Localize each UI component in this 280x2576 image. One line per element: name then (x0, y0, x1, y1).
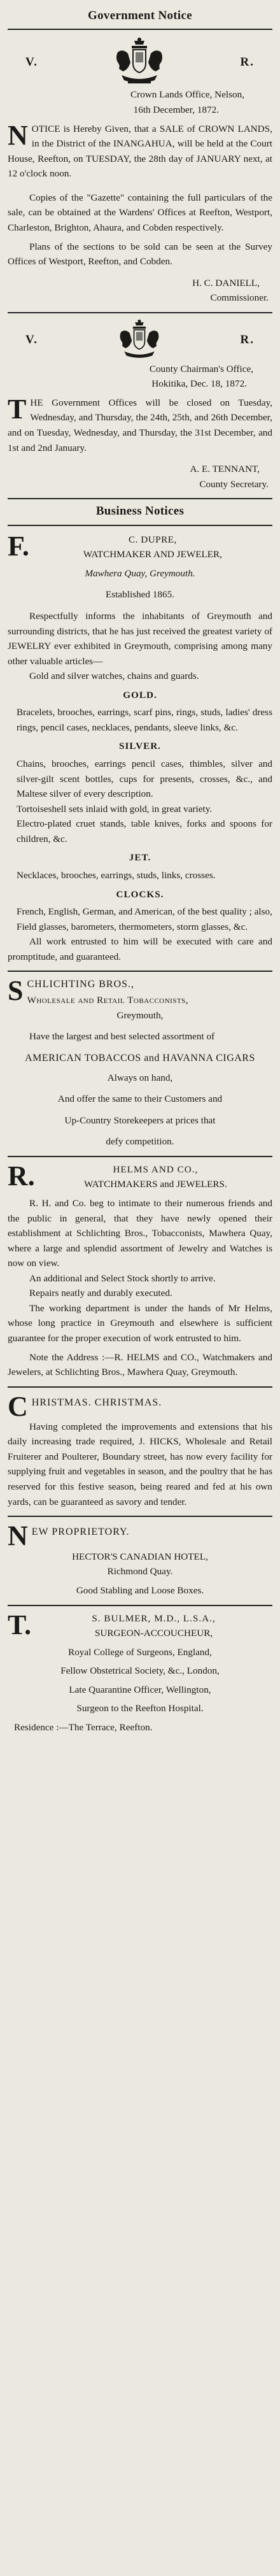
county-letter-v: V. (25, 333, 39, 347)
christmas-title: HRISTMAS. CHRISTMAS. (31, 1397, 162, 1408)
gov-notice-p3: Plans of the sections to be sold can be seen at the Survey Offices of Westport, Reefton, and Cobden. (8, 241, 272, 267)
helms-dropcap: R. (8, 1160, 35, 1192)
schlichting-p5: Up-Country Storekeepers at prices that (64, 1114, 216, 1126)
county-signer: A. E. TENNANT, (190, 464, 260, 475)
divider (8, 971, 272, 972)
proprietory-title: EW PROPRIETORY. (31, 1526, 130, 1538)
christmas-ad (8, 1390, 272, 1422)
county-office: County Chairman's Office, (149, 363, 253, 374)
dupre-dropcap: F. (8, 530, 29, 562)
bulmer-l2: Fellow Obstetrical Society, &c., London, (60, 1665, 220, 1677)
crest-row (8, 36, 272, 87)
bulmer-l3: Late Quarantine Officer, Wellington, (69, 1684, 211, 1695)
gov-office: Crown Lands Office, Nelson, (130, 89, 244, 101)
dupre-silver-heading: SILVER. (119, 741, 161, 752)
county-body: HE Government Offices will be closed on Tuesday, Wednesday, and Thursday, the 24th, 25th, and 26th December, and on Tuesday, Wednesday, and Thursday, the 31st December, and 1st and 2nd January. (8, 397, 272, 453)
schlichting-p6: defy competition. (106, 1136, 174, 1148)
gov-signer-title: Commissioner. (210, 292, 269, 304)
gov-notice-p1: OTICE is Hereby Given, that a SALE of CROWN LANDS, in the District of the INANGAHUA, will be held at the Court House, Reefton, on TUESDAY, the 28th day of JANUARY next, at 12 o'clock noon. (8, 123, 272, 180)
dupre-silver3: Electro-plated cruet stands, table knives, forks and spoons for children, &c. (17, 818, 272, 844)
schlichting-p1: Have the largest and best selected assortment of (29, 1031, 215, 1042)
proprietory-stabling: Good Stabling and Loose Boxes. (76, 1585, 204, 1597)
county-letter-r: R. (240, 333, 255, 347)
dupre-intro: Respectfully informs the inhabitants of Greymouth and surrounding districts, that he has just received the greatest variety of JEWELRY ever exhibited in Greymouth, comprising among many other valuable articles— (8, 610, 272, 667)
gov-notice-p2: Copies of the "Gazette" containing the full particulars of the sale, can be obtained at the Wardens' Offices at Reefton, Westport, Charleston, Brighton, Ahaura, and Cobden respectively. (8, 192, 272, 233)
gov-signer: H. C. DANIELL, (192, 277, 260, 288)
dupre-closing: All work entrusted to him will be executed with care and promptitude, and guaranteed. (8, 936, 272, 962)
divider (8, 1516, 272, 1517)
divider (8, 1156, 272, 1157)
helms-p1: R. H. and Co. beg to intimate to their numerous friends and the public in general, that they have newly opened their establishment at Schlichting Bros., Tobacconists, Mawhera Quay, where a large and splendid assortment of Jewelry and Watches is now on view. (8, 1197, 272, 1269)
gov-notice (8, 119, 272, 181)
helms-p4: The working department is under the hands of Mr Helms, whose long practice in Greymouth and elsewhere is sufficient guarantee for the proper execution of work entrusted to him. (8, 1302, 272, 1344)
schlichting-place: Greymouth, (116, 1009, 164, 1021)
bulmer-dropcap: T. (8, 1609, 32, 1640)
bulmer-name: S. BULMER, M.D., L.S.A., (92, 1612, 216, 1624)
county-notice (8, 395, 272, 455)
schlichting-p3: Always on hand, (107, 1072, 173, 1083)
dupre-clocks-heading: CLOCKS. (116, 888, 164, 900)
bulmer-title: SURGEON-ACCOUCHEUR, (94, 1628, 213, 1639)
dupre-silver1: Chains, brooches, earrings pencil cases, thimbles, silver and silver-gilt scent bottles, cups for presents, crosses, &c., and Maltese silver of every description. (17, 758, 272, 800)
dupre-clocks1: French, English, German, and American, of the best quality ; also, (17, 906, 272, 918)
dupre-gold-heading: GOLD. (123, 689, 157, 701)
county-signer-title: County Secretary. (199, 478, 269, 490)
royal-coat-of-arms-icon (111, 319, 167, 361)
bulmer-l1: Royal College of Surgeons, England, (68, 1646, 212, 1658)
divider (8, 1605, 272, 1606)
helms-p2: An additional and Select Stock shortly to arrive. (29, 1272, 216, 1284)
dupre-jet-heading: JET. (129, 852, 151, 864)
helms-trade: WATCHMAKERS and JEWELERS. (83, 1179, 227, 1190)
business-notices-title: Business Notices (8, 498, 272, 525)
county-date: Hokitika, Dec. 18, 1872. (151, 378, 247, 390)
schlichting-name: CHLICHTING BROS., (27, 979, 135, 990)
dupre-address: Mawhera Quay, Greymouth. (85, 567, 195, 579)
dupre-ad (8, 532, 272, 562)
dupre-trade: WATCHMAKER AND JEWELER, (83, 549, 222, 560)
christmas-dropcap: C (8, 1390, 28, 1422)
schlichting-p4: And offer the same to their Customers and (57, 1093, 223, 1105)
government-notice-title: Government Notice (8, 4, 272, 30)
divider (8, 1386, 272, 1388)
gov-date: 16th December, 1872. (133, 104, 219, 115)
dupre-name: C. DUPRE, (129, 534, 177, 545)
dupre-clocks2: Field glasses, barometers, thermometers, storm glasses, &c. (17, 921, 248, 932)
helms-p5: Note the Address :—R. HELMS and CO., Watchmakers and Jewelers, at Schlichting Bros., Mawhera Quay, Greymouth. (8, 1351, 272, 1378)
dupre-jet: Necklaces, brooches, earrings, studs, links, crosses. (17, 869, 216, 881)
crest-letter-r: R. (240, 55, 255, 69)
bulmer-l4: Surgeon to the Reefton Hospital. (76, 1703, 204, 1714)
schlichting-trade: Wholesale and Retail Tobacconists, (27, 995, 189, 1006)
bulmer-residence: Residence :—The Terrace, Reefton. (14, 1721, 153, 1733)
proprietory-ad (8, 1520, 272, 1552)
gov-dropcap: N (8, 119, 28, 151)
dupre-established: Established 1865. (106, 589, 174, 601)
proprietory-place: Richmond Quay. (107, 1566, 173, 1577)
schlichting-ad (8, 977, 272, 1007)
divider (8, 312, 272, 313)
helms-name: HELMS AND CO., (113, 1163, 199, 1175)
proprietory-hotel: HECTOR'S CANADIAN HOTEL, (72, 1551, 208, 1562)
dupre-silver2: Tortoiseshell sets inlaid with gold, in great variety. (17, 803, 213, 815)
christmas-body: Having completed the improvements and extensions that his daily increasing trade required, J. HICKS, Wholesale and Retail Fruiterer and Poulterer, Boundary street, has now every facility for supplying fruit and vegetables in season, and the poultry that he has reserved for this festive season, being reared and fed at his own yards, can be guaranteed as savory and tender. (8, 1421, 272, 1507)
royal-coat-of-arms-icon (109, 37, 170, 87)
helms-p3: Repairs neatly and durably executed. (29, 1288, 172, 1299)
county-dropcap: T (8, 393, 27, 425)
bulmer-ad (8, 1611, 272, 1641)
schlichting-dropcap: S (8, 975, 24, 1007)
dupre-intro2: Gold and silver watches, chains and guards. (29, 671, 199, 682)
county-crest-row (8, 318, 272, 362)
dupre-gold: Bracelets, brooches, earrings, scarf pins, rings, studs, ladies' dress rings, pencil cases, necklaces, pendants, sleeve links, &c. (17, 707, 272, 733)
schlichting-p2: AMERICAN TOBACCOS and HAVANNA CIGARS (25, 1052, 255, 1064)
helms-ad (8, 1162, 272, 1192)
crest-letter-v: V. (25, 55, 39, 69)
proprietory-dropcap: N (8, 1520, 28, 1552)
